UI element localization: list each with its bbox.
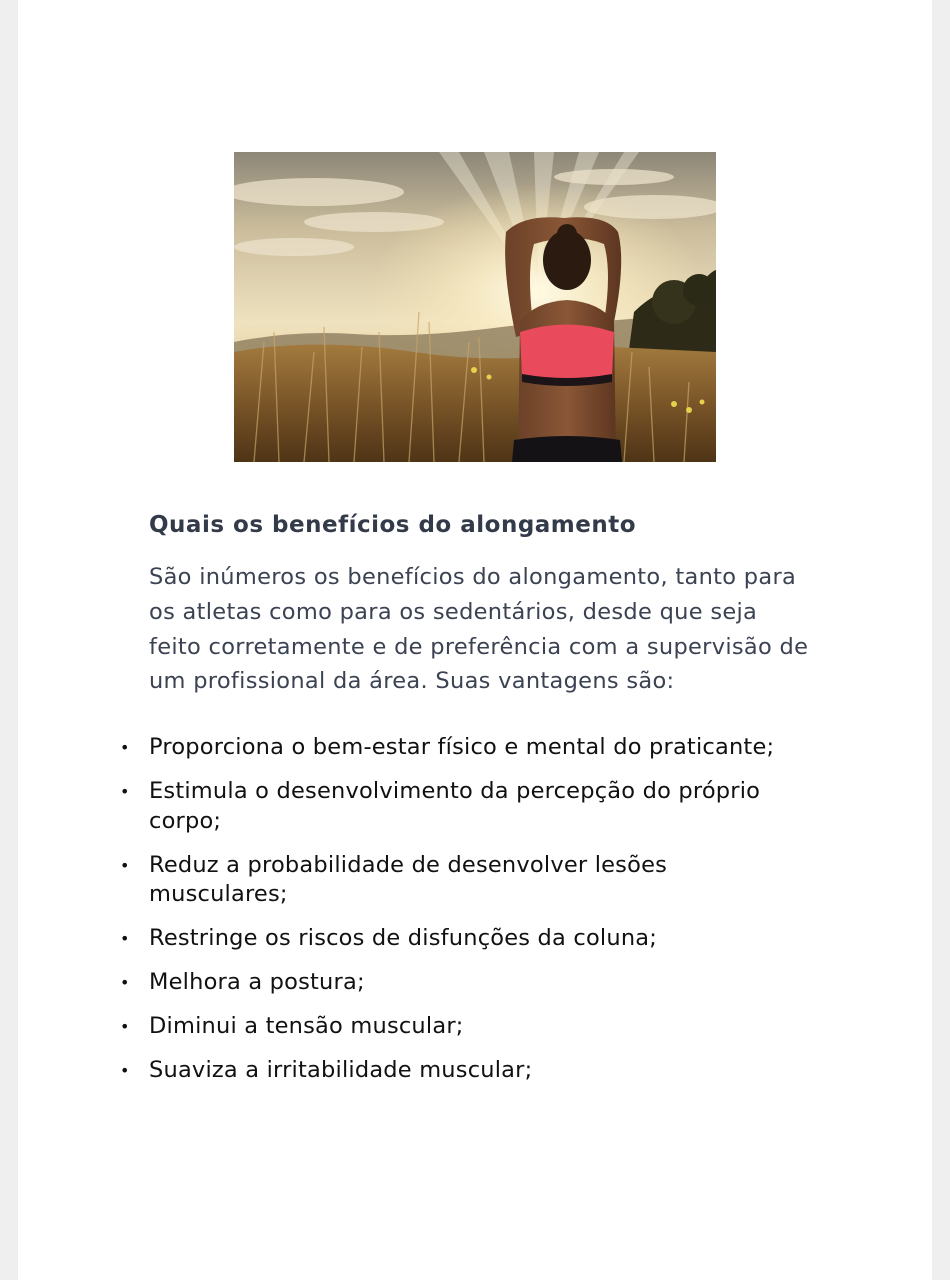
list-item-text: Diminui a tensão muscular; bbox=[149, 1013, 464, 1040]
list-item bbox=[120, 924, 809, 954]
list-item bbox=[120, 1056, 809, 1086]
list-item bbox=[120, 1012, 809, 1042]
list-item bbox=[120, 777, 809, 836]
benefits-list bbox=[120, 733, 809, 1086]
bullet-icon: • bbox=[120, 1017, 130, 1037]
list-item-text: Reduz a probabilidade de desenvolver lesões musculares; bbox=[149, 851, 668, 908]
section-heading: Quais os benefícios do alongamento bbox=[149, 512, 637, 538]
intro-paragraph: São inúmeros os benefícios do alongamento, tanto para os atletas como para os sedentários, desde que seja feito corretamente e de preferência com a supervisão de um profissional da área. Suas vantagens são: bbox=[149, 564, 809, 695]
bullet-icon: • bbox=[120, 1061, 130, 1081]
list-item-text: Estimula o desenvolvimento da percepção do próprio corpo; bbox=[149, 778, 761, 834]
bullet-icon: • bbox=[120, 738, 130, 758]
hero-image bbox=[234, 152, 716, 462]
bullet-icon: • bbox=[120, 782, 130, 802]
list-item bbox=[120, 851, 809, 910]
stretching-photo-illustration bbox=[234, 152, 716, 462]
list-item-text: Restringe os riscos de disfunções da coluna; bbox=[149, 925, 658, 952]
list-item bbox=[120, 733, 809, 763]
bullet-icon: • bbox=[120, 855, 130, 875]
article-content bbox=[120, 508, 809, 1100]
list-item-text: Melhora a postura; bbox=[149, 969, 365, 996]
bullet-icon: • bbox=[120, 929, 130, 949]
bullet-icon: • bbox=[120, 973, 130, 993]
list-item bbox=[120, 968, 809, 998]
list-item-text: Proporciona o bem-estar físico e mental do praticante; bbox=[149, 734, 775, 761]
article-page bbox=[18, 0, 932, 1280]
list-item-text: Suaviza a irritabilidade muscular; bbox=[149, 1057, 533, 1084]
